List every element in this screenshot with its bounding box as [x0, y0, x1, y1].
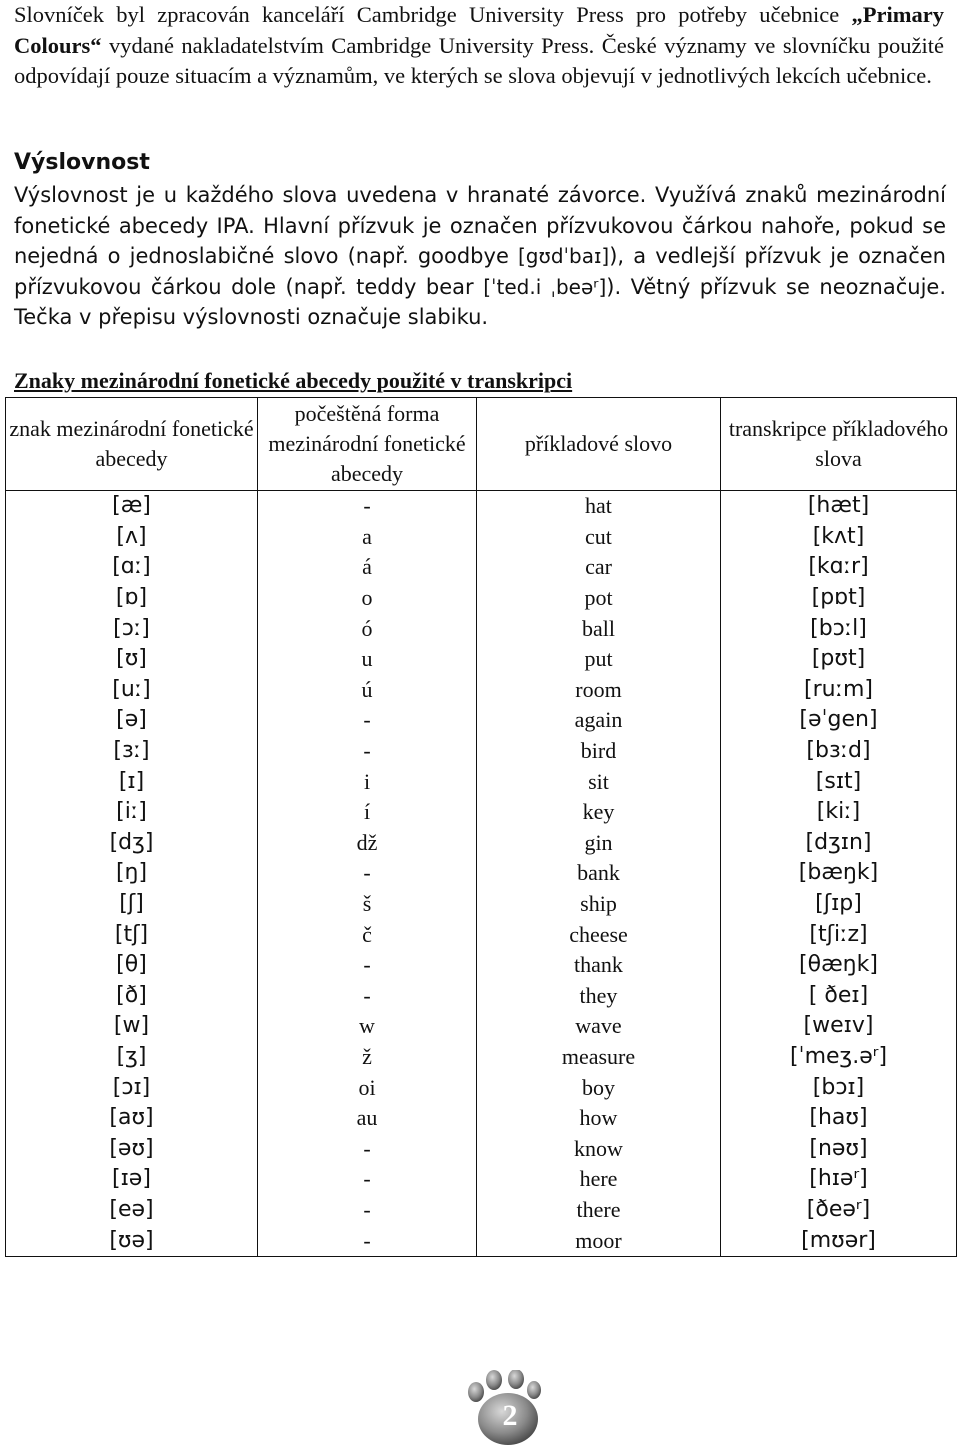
czech-form-cell: o: [258, 583, 477, 614]
table-row: [6, 1011, 957, 1042]
czech-form-cell: -: [258, 858, 477, 889]
czech-form-cell: -: [258, 705, 477, 736]
table-row: [6, 919, 957, 950]
ipa-symbol-cell: [ʊə]: [6, 1225, 258, 1256]
transcription-cell: [pʊt]: [721, 644, 957, 675]
ipa-symbol-cell: [ð]: [6, 981, 258, 1012]
header-transcription: transkripce příkladového slova: [721, 398, 957, 491]
ipa-symbol-cell: [ɪə]: [6, 1164, 258, 1195]
czech-form-cell: u: [258, 644, 477, 675]
table-row: [6, 736, 957, 767]
example-word-cell: measure: [477, 1042, 721, 1073]
example-word-cell: pot: [477, 583, 721, 614]
transcription-cell: [kɑːr]: [721, 552, 957, 583]
transcription-cell: [ʃɪp]: [721, 889, 957, 920]
table-row: [6, 522, 957, 553]
czech-form-cell: -: [258, 1164, 477, 1195]
example-word-cell: wave: [477, 1011, 721, 1042]
transcription-cell: [tʃiːz]: [721, 919, 957, 950]
ipa-symbol-cell: [dʒ]: [6, 828, 258, 859]
table-row: [6, 889, 957, 920]
transcription-cell: [pɒt]: [721, 583, 957, 614]
czech-form-cell: -: [258, 736, 477, 767]
table-row: [6, 705, 957, 736]
transcription-cell: [ˈmeʒ.əʳ]: [721, 1042, 957, 1073]
table-row: [6, 583, 957, 614]
header-czech-form: počeštěná forma mezinárodní fonetické abecedy: [258, 398, 477, 491]
example-word-cell: thank: [477, 950, 721, 981]
ipa-symbol-cell: [w]: [6, 1011, 258, 1042]
czech-form-cell: á: [258, 552, 477, 583]
ipa-symbol-cell: [ʌ]: [6, 522, 258, 553]
czech-form-cell: w: [258, 1011, 477, 1042]
example-word-cell: gin: [477, 828, 721, 859]
ipa-example-goodbye: [gʊdˈbaɪ]: [518, 244, 610, 268]
czech-form-cell: au: [258, 1103, 477, 1134]
czech-form-cell: ž: [258, 1042, 477, 1073]
ipa-symbol-cell: [æ]: [6, 491, 258, 522]
transcription-cell: [haʊ]: [721, 1103, 957, 1134]
table-row: [6, 797, 957, 828]
table-row: [6, 552, 957, 583]
transcription-cell: [weɪv]: [721, 1011, 957, 1042]
ipa-symbol-cell: [ɜː]: [6, 736, 258, 767]
ipa-symbol-cell: [ʊ]: [6, 644, 258, 675]
example-word-cell: room: [477, 675, 721, 706]
ipa-symbol-cell: [uː]: [6, 675, 258, 706]
transcription-cell: [bɔːl]: [721, 613, 957, 644]
example-word-cell: ship: [477, 889, 721, 920]
table-row: [6, 1042, 957, 1073]
table-row: [6, 675, 957, 706]
intro-text-1: Slovníček byl zpracován kanceláří Cambridge University Press pro potřeby učebnice: [14, 2, 852, 27]
czech-form-cell: -: [258, 950, 477, 981]
table-row: [6, 491, 957, 522]
pronunciation-text-2: ), a vedlejší přízvuk je označen přízvukovou čárkou dole (např. teddy bear: [14, 244, 946, 299]
transcription-cell: [dʒɪn]: [721, 828, 957, 859]
example-word-cell: there: [477, 1195, 721, 1226]
transcription-cell: [əˈgen]: [721, 705, 957, 736]
intro-text-2: vydané nakladatelstvím Cambridge University Press. České významy ve slovníčku použité odpovídají pouze situacím a významům, ve kterých se slova objevují v jednotlivých lekcích učebnice.: [14, 32, 944, 88]
pronunciation-text-3: ). Větný přízvuk se neoznačuje. Tečka v přepisu výslovnosti označuje slabiku.: [14, 274, 946, 329]
example-word-cell: again: [477, 705, 721, 736]
transcription-cell: [θæŋk]: [721, 950, 957, 981]
transcription-cell: [bæŋk]: [721, 858, 957, 889]
ipa-symbol-cell: [ɔː]: [6, 613, 258, 644]
example-word-cell: key: [477, 797, 721, 828]
ipa-symbol-cell: [ɪ]: [6, 766, 258, 797]
transcription-cell: [kiː]: [721, 797, 957, 828]
ipa-symbol-cell: [tʃ]: [6, 919, 258, 950]
transcription-cell: [kʌt]: [721, 522, 957, 553]
czech-form-cell: ó: [258, 613, 477, 644]
transcription-cell: [nəʊ]: [721, 1133, 957, 1164]
czech-form-cell: í: [258, 797, 477, 828]
czech-form-cell: a: [258, 522, 477, 553]
example-word-cell: hat: [477, 491, 721, 522]
table-row: [6, 1195, 957, 1226]
pronunciation-text-1: Výslovnost je u každého slova uvedena v hranaté závorce. Využívá znaků mezinárodní fonetické abecedy IPA. Hlavní přízvuk je označen přízvukovou čárkou nahoře, pokud se nejedná o jednoslabičné slovo (např. goodbye: [14, 183, 946, 268]
ipa-symbol-cell: [əʊ]: [6, 1133, 258, 1164]
page-number: 2: [502, 1399, 518, 1432]
ipa-symbol-cell: [ɒ]: [6, 583, 258, 614]
ipa-symbol-cell: [ʃ]: [6, 889, 258, 920]
example-word-cell: here: [477, 1164, 721, 1195]
table-row: [6, 858, 957, 889]
example-word-cell: cheese: [477, 919, 721, 950]
example-word-cell: cut: [477, 522, 721, 553]
table-row: [6, 1133, 957, 1164]
ipa-symbol-cell: [ŋ]: [6, 858, 258, 889]
header-example-word: příkladové slovo: [477, 398, 721, 491]
czech-form-cell: -: [258, 981, 477, 1012]
example-word-cell: ball: [477, 613, 721, 644]
transcription-cell: [bɜːd]: [721, 736, 957, 767]
example-word-cell: bird: [477, 736, 721, 767]
transcription-cell: [ ðeɪ]: [721, 981, 957, 1012]
table-row: [6, 950, 957, 981]
transcription-cell: [hɪəʳ]: [721, 1164, 957, 1195]
ipa-symbol-cell: [iː]: [6, 797, 258, 828]
czech-form-cell: -: [258, 491, 477, 522]
transcription-cell: [sɪt]: [721, 766, 957, 797]
transcription-cell: [ðeəʳ]: [721, 1195, 957, 1226]
example-word-cell: moor: [477, 1225, 721, 1256]
example-word-cell: boy: [477, 1072, 721, 1103]
example-word-cell: know: [477, 1133, 721, 1164]
ipa-example-teddy-bear: [ˈted.i ˌbeəʳ]: [483, 274, 607, 299]
czech-form-cell: -: [258, 1133, 477, 1164]
example-word-cell: they: [477, 981, 721, 1012]
pronunciation-heading: Výslovnost: [14, 150, 150, 175]
header-ipa-symbol: znak mezinárodní fonetické abecedy: [6, 398, 258, 491]
example-word-cell: put: [477, 644, 721, 675]
transcription-cell: [hæt]: [721, 491, 957, 522]
czech-form-cell: č: [258, 919, 477, 950]
example-word-cell: sit: [477, 766, 721, 797]
example-word-cell: how: [477, 1103, 721, 1134]
ipa-symbol-cell: [ʒ]: [6, 1042, 258, 1073]
table-row: [6, 1103, 957, 1134]
ipa-symbol-cell: [ə]: [6, 705, 258, 736]
table-row: [6, 644, 957, 675]
czech-form-cell: š: [258, 889, 477, 920]
transcription-cell: [mʊər]: [721, 1225, 957, 1256]
ipa-symbol-cell: [θ]: [6, 950, 258, 981]
table-row: [6, 766, 957, 797]
table-heading: Znaky mezinárodní fonetické abecedy použité v transkripci: [14, 368, 573, 393]
table-row: [6, 613, 957, 644]
czech-form-cell: oi: [258, 1072, 477, 1103]
ipa-symbol-cell: [ɔɪ]: [6, 1072, 258, 1103]
table-row: [6, 1225, 957, 1256]
book-title: „Primary Colours“: [14, 2, 944, 58]
example-word-cell: car: [477, 552, 721, 583]
table-row: [6, 1072, 957, 1103]
table-header-row: [6, 398, 957, 491]
czech-form-cell: dž: [258, 828, 477, 859]
ipa-symbol-cell: [eə]: [6, 1195, 258, 1226]
czech-form-cell: ú: [258, 675, 477, 706]
transcription-cell: [bɔɪ]: [721, 1072, 957, 1103]
table-row: [6, 1164, 957, 1195]
ipa-table: [5, 397, 957, 1257]
table-row: [6, 981, 957, 1012]
table-row: [6, 828, 957, 859]
ipa-symbol-cell: [ɑː]: [6, 552, 258, 583]
example-word-cell: bank: [477, 858, 721, 889]
transcription-cell: [ruːm]: [721, 675, 957, 706]
czech-form-cell: -: [258, 1195, 477, 1226]
intro-paragraph: [14, 0, 944, 92]
czech-form-cell: i: [258, 766, 477, 797]
czech-form-cell: -: [258, 1225, 477, 1256]
ipa-symbol-cell: [aʊ]: [6, 1103, 258, 1134]
pronunciation-paragraph: [14, 180, 946, 333]
